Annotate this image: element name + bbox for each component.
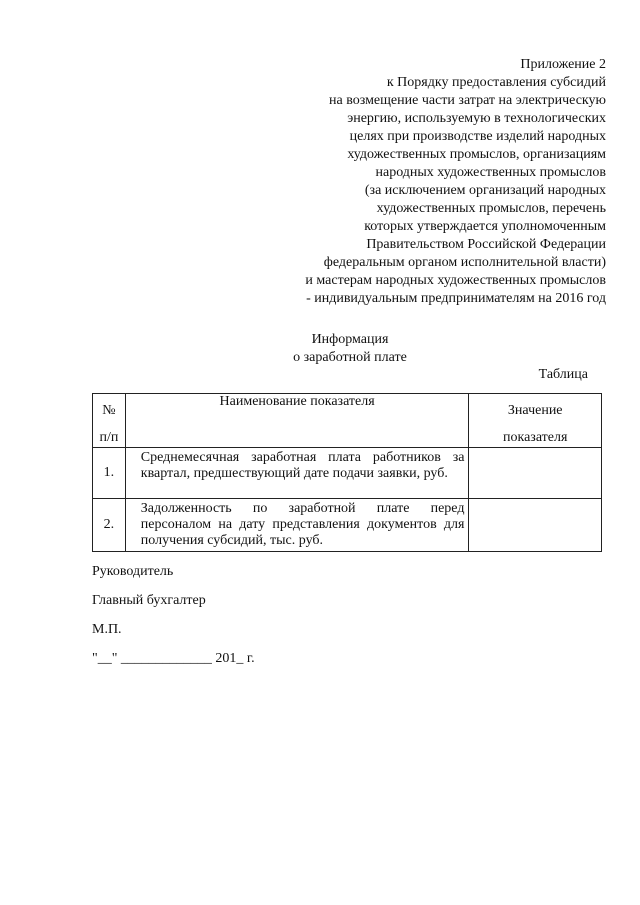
appendix-line: энергию, используемую в технологических <box>347 111 606 126</box>
row-num-cell: 1. <box>93 448 126 499</box>
appendix-line: федеральным органом исполнительной власти) <box>323 255 606 270</box>
header-num-cell <box>93 394 126 448</box>
table-row <box>93 448 602 499</box>
appendix-line: народных художественных промыслов <box>375 165 606 180</box>
header-num-sublabel: п/п <box>99 430 119 445</box>
appendix-line: - индивидуальным предпринимателям на 2016 год <box>306 291 606 306</box>
appendix-line: (за исключением организаций народных <box>364 183 606 198</box>
header-name-label: Наименование показателя <box>219 394 375 409</box>
row-value-cell[interactable] <box>469 448 602 499</box>
appendix-line: Правительством Российской Федерации <box>366 237 606 252</box>
title-line-1: Информация <box>311 332 389 347</box>
row-num-cell: 2. <box>93 499 126 552</box>
header-value-cell <box>469 394 602 448</box>
title-line-2: о заработной плате <box>293 350 407 365</box>
date-line: "__" _____________ 201_ г. <box>92 651 255 666</box>
head-signature-label: Руководитель <box>92 564 174 579</box>
header-name-cell <box>125 394 469 448</box>
appendix-line: Приложение 2 <box>520 57 606 72</box>
header-value-sublabel: показателя <box>503 430 568 445</box>
document-title <box>200 331 500 367</box>
header-value-label: Значение <box>507 403 563 418</box>
row-name-cell: Задолженность по заработной плате перед персоналом на дату представления документов для получения субсидий, тыс. руб. <box>125 499 469 552</box>
seal-label: М.П. <box>92 622 122 637</box>
appendix-line: и мастерам народных художественных промыслов <box>305 273 606 288</box>
row-value-cell[interactable] <box>469 499 602 552</box>
row-name-cell: Среднемесячная заработная плата работников за квартал, предшествующий дате подачи заявки, руб. <box>125 448 469 499</box>
table-header-row <box>93 394 602 448</box>
appendix-line: художественных промыслов, перечень <box>376 201 606 216</box>
appendix-line: художественных промыслов, организациям <box>347 147 606 162</box>
header-num-label: № <box>102 403 116 418</box>
signature-block <box>92 563 255 679</box>
table-row <box>93 499 602 552</box>
appendix-line: которых утверждается уполномоченным <box>364 219 606 234</box>
appendix-line: целях при производстве изделий народных <box>349 129 606 144</box>
table-caption: Таблица <box>538 367 588 382</box>
appendix-header <box>246 56 606 308</box>
appendix-line: на возмещение части затрат на электрическую <box>329 93 606 108</box>
accountant-signature-label: Главный бухгалтер <box>92 593 206 608</box>
appendix-line: к Порядку предоставления субсидий <box>386 75 606 90</box>
salary-info-table <box>92 393 602 552</box>
